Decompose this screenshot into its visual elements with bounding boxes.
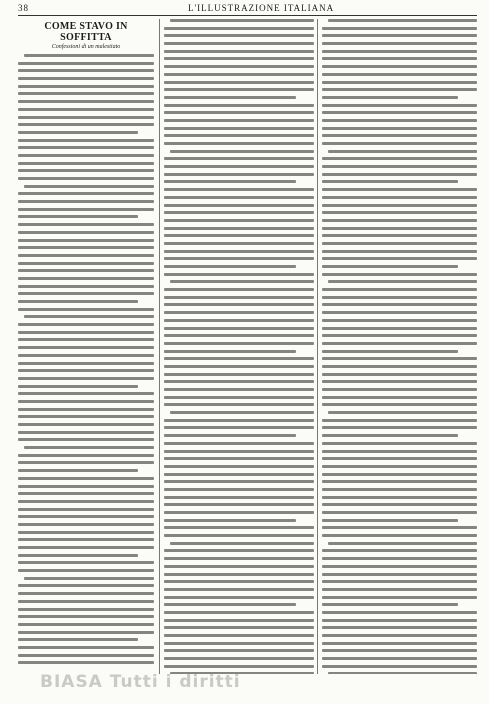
text-line (18, 62, 154, 65)
text-line (322, 565, 477, 568)
text-line (164, 573, 314, 576)
text-line (322, 211, 477, 214)
column-divider-1 (159, 19, 160, 674)
text-line (18, 131, 138, 134)
column-3-text (322, 19, 477, 674)
text-line (18, 492, 154, 495)
text-line (18, 192, 154, 195)
text-line (164, 580, 314, 583)
text-line (18, 215, 138, 218)
text-line (18, 123, 154, 126)
text-line (322, 657, 477, 660)
text-line (164, 157, 314, 160)
text-line (164, 127, 314, 130)
text-line (164, 111, 314, 114)
text-line (164, 365, 314, 368)
text-line (164, 603, 296, 606)
text-line (18, 385, 138, 388)
text-line (164, 450, 314, 453)
text-line (18, 623, 154, 626)
text-line (322, 496, 477, 499)
text-line (164, 188, 314, 191)
text-line (164, 350, 296, 353)
text-line (24, 54, 154, 57)
text-line (322, 227, 477, 230)
text-line (164, 526, 314, 529)
column-2-text (164, 19, 314, 674)
text-line (18, 454, 154, 457)
text-line (322, 549, 477, 552)
text-line (322, 350, 458, 353)
text-line (18, 277, 154, 280)
text-line (18, 377, 154, 380)
text-line (164, 588, 314, 591)
text-line (18, 246, 154, 249)
text-line (322, 296, 477, 299)
column-3 (322, 19, 477, 674)
text-line (18, 162, 154, 165)
text-line (322, 242, 477, 245)
text-line (164, 596, 314, 599)
text-line (164, 265, 296, 268)
text-line (170, 150, 314, 153)
text-line (164, 434, 296, 437)
text-line (322, 365, 477, 368)
text-line (322, 96, 458, 99)
journal-title: L'ILLUSTRAZIONE ITALIANA (188, 3, 335, 13)
text-line (18, 408, 154, 411)
text-line (322, 465, 477, 468)
text-line (18, 331, 154, 334)
text-line (164, 273, 314, 276)
text-line (164, 34, 314, 37)
text-line (322, 642, 477, 645)
text-line (170, 280, 314, 283)
text-line (18, 469, 138, 472)
text-line (18, 646, 154, 649)
text-line (322, 42, 477, 45)
text-line (164, 649, 314, 652)
text-line (18, 369, 154, 372)
text-line (322, 357, 477, 360)
text-line (164, 626, 314, 629)
text-line (18, 477, 154, 480)
text-line (170, 411, 314, 414)
text-line (18, 308, 154, 311)
text-line (164, 142, 314, 145)
text-line (24, 315, 154, 318)
text-line (164, 373, 314, 376)
text-line (18, 254, 154, 257)
text-line (322, 219, 477, 222)
text-line (328, 19, 477, 22)
text-line (18, 415, 154, 418)
text-line (322, 388, 477, 391)
text-line (18, 139, 154, 142)
text-line (322, 419, 477, 422)
text-line (322, 526, 477, 529)
text-line (328, 150, 477, 153)
text-line (18, 608, 154, 611)
text-line (164, 465, 314, 468)
text-line (18, 354, 154, 357)
text-line (164, 204, 314, 207)
text-line (164, 534, 314, 537)
article-subtitle: Confessioni di un malestiato (51, 44, 121, 50)
text-line (18, 85, 154, 88)
text-line (322, 480, 477, 483)
text-line (18, 169, 154, 172)
text-line (322, 373, 477, 376)
text-line (322, 488, 477, 491)
text-line (164, 50, 314, 53)
text-line (18, 500, 154, 503)
text-line (322, 634, 477, 637)
text-line (164, 211, 314, 214)
text-line (322, 473, 477, 476)
text-line (164, 403, 314, 406)
text-line (18, 262, 154, 265)
text-line (164, 557, 314, 560)
text-line (18, 569, 154, 572)
text-line (164, 57, 314, 60)
text-line (322, 311, 477, 314)
text-line (164, 442, 314, 445)
text-line (164, 219, 314, 222)
text-line (18, 346, 154, 349)
text-line (322, 288, 477, 291)
text-line (18, 69, 154, 72)
text-line (18, 177, 154, 180)
text-line (322, 34, 477, 37)
text-line (322, 588, 477, 591)
text-line (164, 549, 314, 552)
text-line (322, 127, 477, 130)
text-line (328, 280, 477, 283)
text-line (164, 104, 314, 107)
text-line (164, 134, 314, 137)
text-line (18, 654, 154, 657)
text-line (164, 334, 314, 337)
text-line (322, 88, 477, 91)
text-line (322, 81, 477, 84)
text-line (322, 188, 477, 191)
text-line (18, 269, 154, 272)
text-line (164, 296, 314, 299)
text-line (322, 250, 477, 253)
text-line (322, 204, 477, 207)
text-line (322, 73, 477, 76)
text-line (328, 542, 477, 545)
text-line (164, 96, 296, 99)
text-line (164, 357, 314, 360)
text-line (164, 657, 314, 660)
text-line (164, 227, 314, 230)
text-line (322, 665, 477, 668)
text-line (164, 519, 296, 522)
text-line (322, 596, 477, 599)
text-line (164, 619, 314, 622)
text-line (322, 27, 477, 30)
text-line (164, 65, 314, 68)
text-line (164, 119, 314, 122)
text-line (322, 257, 477, 260)
text-line (322, 303, 477, 306)
text-line (322, 173, 477, 176)
text-line (322, 442, 477, 445)
archive-watermark: BIASA Tutti i diritti (40, 672, 241, 692)
text-line (18, 523, 154, 526)
text-line (322, 580, 477, 583)
text-line (164, 196, 314, 199)
text-line (322, 611, 477, 614)
text-line (164, 457, 314, 460)
text-line (18, 100, 154, 103)
text-line (164, 250, 314, 253)
text-line (322, 165, 477, 168)
text-line (322, 327, 477, 330)
text-line (18, 508, 154, 511)
column-1-text (18, 54, 154, 664)
text-line (322, 157, 477, 160)
text-line (18, 554, 138, 557)
text-line (18, 638, 138, 641)
text-line (322, 111, 477, 114)
text-line (164, 565, 314, 568)
text-line (322, 396, 477, 399)
text-line (322, 626, 477, 629)
text-line (322, 511, 477, 514)
text-line (322, 134, 477, 137)
text-line (328, 411, 477, 414)
text-line (164, 503, 314, 506)
text-line (322, 142, 477, 145)
text-line (18, 515, 154, 518)
text-line (18, 77, 154, 80)
page-number: 38 (18, 3, 29, 13)
text-line (24, 185, 154, 188)
text-line (18, 338, 154, 341)
text-line (322, 457, 477, 460)
text-line (164, 496, 314, 499)
text-line (18, 292, 154, 295)
text-line (18, 154, 154, 157)
text-line (322, 434, 458, 437)
text-line (18, 146, 154, 149)
text-line (18, 231, 154, 234)
text-line (164, 319, 314, 322)
text-line (164, 642, 314, 645)
text-line (18, 584, 154, 587)
text-line (18, 631, 154, 634)
page-header (18, 3, 477, 15)
text-line (18, 461, 154, 464)
text-line (322, 342, 477, 345)
text-line (18, 362, 154, 365)
text-line (322, 65, 477, 68)
text-line (18, 561, 154, 564)
text-line (18, 239, 154, 242)
text-line (164, 665, 314, 668)
text-line (18, 92, 154, 95)
text-line (164, 380, 314, 383)
text-line (322, 403, 477, 406)
text-line (322, 426, 477, 429)
text-line (18, 323, 154, 326)
text-line (164, 311, 314, 314)
text-line (322, 104, 477, 107)
text-line (164, 288, 314, 291)
text-line (18, 615, 154, 618)
text-line (322, 573, 477, 576)
text-line (164, 180, 296, 183)
text-line (18, 438, 154, 441)
text-line (18, 431, 154, 434)
text-line (322, 534, 477, 537)
text-line (18, 300, 138, 303)
text-line (322, 234, 477, 237)
text-line (164, 473, 314, 476)
text-line (322, 119, 477, 122)
text-line (322, 619, 477, 622)
header-rule (18, 15, 477, 16)
text-line (164, 42, 314, 45)
text-line (18, 223, 154, 226)
text-line (18, 200, 154, 203)
text-line (18, 546, 154, 549)
text-line (322, 57, 477, 60)
column-1 (18, 19, 154, 674)
text-line (164, 419, 314, 422)
text-line (24, 446, 154, 449)
text-line (18, 423, 154, 426)
article-title: COME STAVO IN SOFFITTA (44, 21, 128, 43)
text-line (322, 50, 477, 53)
text-line (18, 592, 154, 595)
text-line (18, 531, 154, 534)
text-line (18, 400, 154, 403)
text-line (18, 538, 154, 541)
text-line (164, 303, 314, 306)
text-line (322, 265, 458, 268)
text-line (328, 672, 477, 674)
text-line (322, 649, 477, 652)
text-line (322, 450, 477, 453)
text-line (164, 611, 314, 614)
text-line (164, 488, 314, 491)
text-line (164, 242, 314, 245)
text-line (164, 327, 314, 330)
text-line (164, 81, 314, 84)
text-line (164, 27, 314, 30)
text-line (164, 257, 314, 260)
text-line (164, 396, 314, 399)
text-line (322, 196, 477, 199)
text-line (18, 485, 154, 488)
text-line (164, 388, 314, 391)
text-line (164, 634, 314, 637)
text-line (164, 426, 314, 429)
text-line (322, 180, 458, 183)
text-line (164, 511, 314, 514)
text-line (322, 319, 477, 322)
text-line (322, 273, 477, 276)
text-line (170, 542, 314, 545)
column-divider-2 (317, 19, 318, 674)
text-line (164, 165, 314, 168)
text-line (18, 661, 154, 664)
text-line (170, 19, 314, 22)
text-line (164, 234, 314, 237)
text-line (164, 342, 314, 345)
text-line (18, 392, 154, 395)
text-line (322, 380, 477, 383)
text-line (18, 285, 154, 288)
text-line (24, 577, 154, 580)
text-line (322, 557, 477, 560)
text-line (18, 600, 154, 603)
text-line (164, 173, 314, 176)
text-line (322, 334, 477, 337)
text-line (322, 519, 458, 522)
text-line (18, 208, 154, 211)
text-line (164, 480, 314, 483)
column-2 (164, 19, 314, 674)
text-line (322, 503, 477, 506)
text-line (322, 603, 458, 606)
text-line (18, 108, 154, 111)
text-line (164, 88, 314, 91)
text-line (18, 116, 154, 119)
text-line (164, 73, 314, 76)
